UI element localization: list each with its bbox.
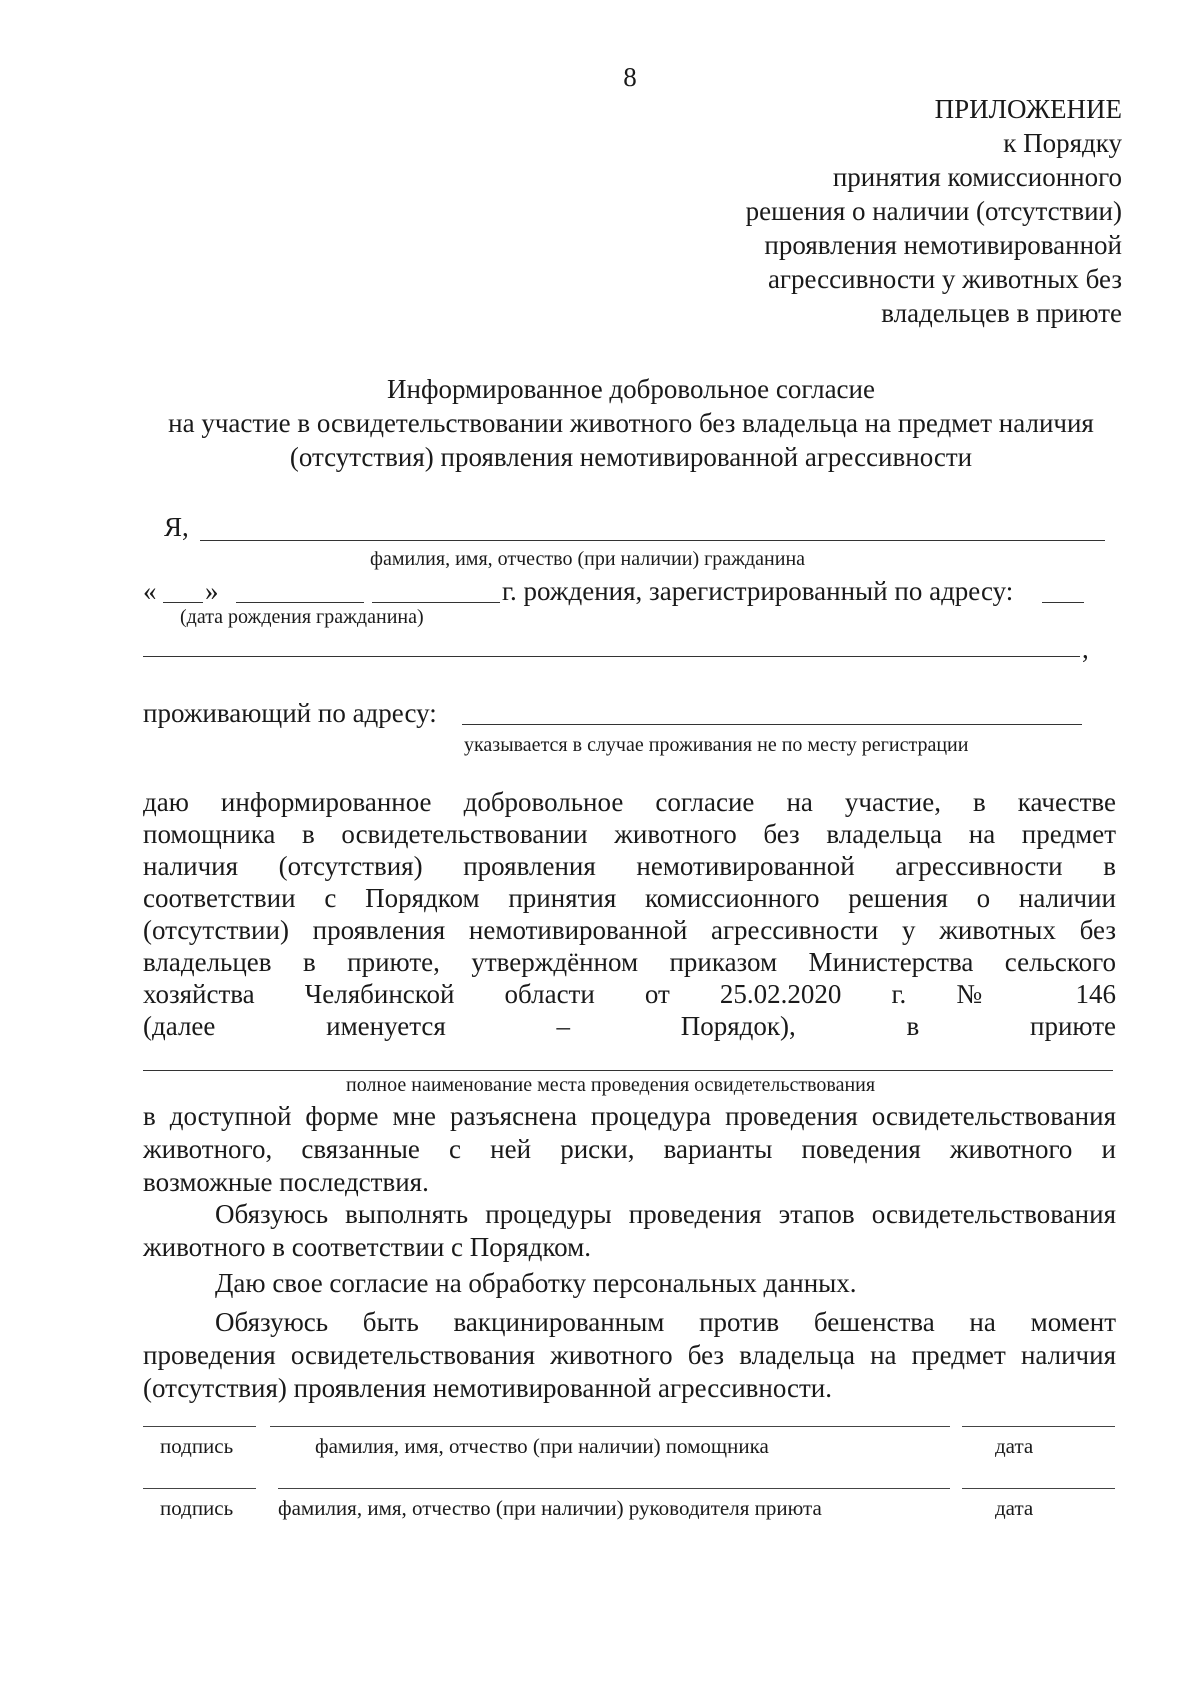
page-number: 8 (623, 62, 637, 92)
signature-field-line[interactable] (143, 1426, 256, 1427)
consent-line: хозяйства Челябинской области от 25.02.2020 г. № 146 (143, 979, 1116, 1009)
comma: , (1082, 634, 1089, 664)
obligation-line: животного в соответствии с Порядком. (143, 1232, 591, 1262)
birth-year-field-line[interactable] (372, 602, 500, 603)
date-field-line[interactable] (962, 1426, 1115, 1427)
appendix-line: принятия комиссионного (832, 162, 1122, 192)
obligation-line: (отсутствия) проявления немотивированной агрессивности. (143, 1373, 833, 1403)
residing-caption: указывается в случае проживания не по месту регистрации (464, 734, 969, 756)
place-caption: полное наименование места проведения освидетельствования (346, 1074, 876, 1096)
explained-line: возможные последствия. (143, 1167, 429, 1197)
shelter-head-name-field-line[interactable] (278, 1488, 950, 1489)
birth-caption: (дата рождения гражданина) (180, 606, 424, 628)
appendix-title: ПРИЛОЖЕНИЕ (934, 94, 1122, 124)
signature-caption: подпись (160, 1434, 234, 1458)
title-line: Информированное добровольное согласие (387, 374, 875, 404)
appendix-line: решения о наличии (отсутствии) (745, 196, 1122, 226)
document-title (0, 372, 1200, 474)
signature-caption: подпись (160, 1496, 234, 1520)
consent-line: (отсутствии) проявления немотивированной агрессивности у животных без (143, 915, 1116, 945)
appendix-reference (746, 126, 1122, 330)
consent-line: помощника в освидетельствовании животного без владельца на предмет (143, 819, 1116, 849)
birth-text: г. рождения, зарегистрированный по адресу: (502, 576, 1014, 606)
title-line: (отсутствия) проявления немотивированной агрессивности (289, 442, 973, 472)
registration-address-field-line-2[interactable] (143, 656, 1080, 657)
date-caption: дата (995, 1434, 1034, 1458)
shelter-head-name-caption: фамилия, имя, отчество (при наличии) руководителя приюта (278, 1496, 822, 1520)
consent-line: соответствии с Порядком принятия комиссионного решения о наличии (143, 883, 1116, 913)
obligation-paragraph-2 (143, 1306, 1116, 1405)
explained-line: животного, связанные с ней риски, варианты поведения животного и (143, 1134, 1116, 1164)
fio-field-line[interactable] (200, 540, 1105, 541)
assistant-name-caption: фамилия, имя, отчество (при наличии) помощника (315, 1434, 769, 1458)
birth-open-quote: « (143, 576, 157, 606)
appendix-line: владельцев в приюте (881, 298, 1122, 328)
place-field-line[interactable] (143, 1070, 1113, 1071)
consent-paragraph (143, 786, 1116, 1042)
consent-line: (далее именуется – Порядок), в приюте (143, 1011, 1116, 1041)
title-line: на участие в освидетельствовании животного без владельца на предмет наличия (168, 408, 1094, 438)
explained-line: в доступной форме мне разъяснена процедура проведения освидетельствования (143, 1101, 1116, 1131)
fio-caption: фамилия, имя, отчество (при наличии) гражданина (370, 548, 806, 570)
appendix-line: агрессивности у животных без (767, 264, 1122, 294)
date-caption: дата (995, 1496, 1034, 1520)
consent-line: владельцев в приюте, утверждённом приказом Министерства сельского (143, 947, 1116, 977)
consent-line: даю информированное добровольное согласие на участие, в качестве (143, 787, 1116, 817)
birth-close-quote: » (205, 576, 219, 606)
consent-line: наличия (отсутствия) проявления немотивированной агрессивности в (143, 851, 1116, 881)
birth-month-field-line[interactable] (236, 602, 364, 603)
appendix-line: к Порядку (1003, 128, 1122, 158)
residing-address-field-line[interactable] (462, 724, 1082, 725)
obligation-line: проведения освидетельствования животного без владельца на предмет наличия (143, 1340, 1116, 1370)
obligation-line: Обязуюсь быть вакцинированным против бешенства на момент (215, 1307, 1116, 1337)
obligation-line: Обязуюсь выполнять процедуры проведения этапов освидетельствования (215, 1199, 1116, 1229)
obligation-paragraph-1 (143, 1198, 1116, 1264)
appendix-line: проявления немотивированной (764, 230, 1122, 260)
birth-day-field-line[interactable] (163, 602, 203, 603)
personal-data-consent: Даю свое согласие на обработку персональных данных. (215, 1268, 857, 1298)
residing-label: проживающий по адресу: (143, 698, 437, 728)
assistant-name-field-line[interactable] (270, 1426, 950, 1427)
signature-field-line[interactable] (143, 1488, 256, 1489)
registration-address-field-line[interactable] (1042, 602, 1084, 603)
date-field-line[interactable] (962, 1488, 1115, 1489)
i-label: Я, (164, 512, 189, 542)
explained-paragraph (143, 1100, 1116, 1199)
